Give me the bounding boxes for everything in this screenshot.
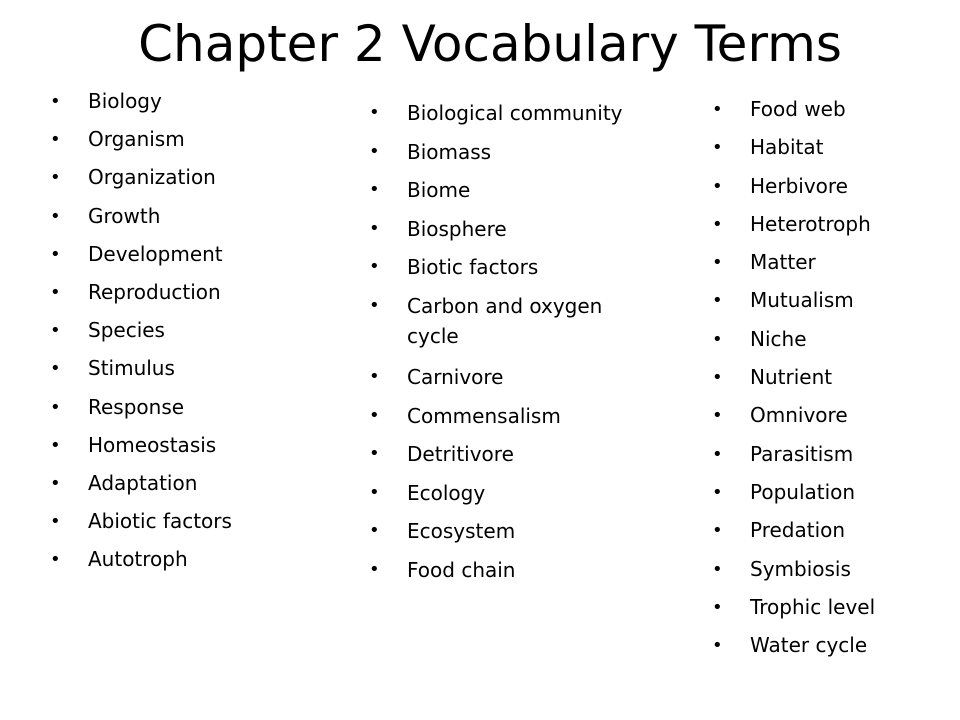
- vocab-term: [712, 250, 952, 288]
- vocab-column-2: [369, 98, 639, 594]
- vocab-term-label: Mutualism: [750, 288, 854, 313]
- vocab-term: [712, 212, 952, 250]
- vocab-term-label: Carnivore: [407, 364, 504, 389]
- bullet-icon: •: [369, 481, 380, 503]
- vocab-term: [50, 242, 350, 280]
- bullet-icon: •: [50, 167, 61, 189]
- vocab-term: [369, 362, 639, 401]
- vocab-term: [50, 204, 350, 242]
- vocab-term: [50, 509, 350, 547]
- vocab-term: [712, 518, 952, 556]
- bullet-icon: •: [369, 404, 380, 426]
- vocab-term-label: Herbivore: [750, 173, 848, 198]
- bullet-icon: •: [50, 129, 61, 151]
- vocab-term: [369, 516, 639, 555]
- vocab-term: [712, 365, 952, 403]
- vocab-term: [369, 555, 639, 594]
- bullet-icon: •: [50, 396, 61, 418]
- bullet-icon: •: [369, 558, 380, 580]
- vocab-term-label: Biomass: [407, 139, 492, 164]
- bullet-icon: •: [50, 549, 61, 571]
- vocab-term: [50, 89, 350, 127]
- bullet-icon: •: [712, 252, 723, 274]
- bullet-icon: •: [369, 179, 380, 201]
- bullet-icon: •: [50, 91, 61, 112]
- vocab-term-label: Water cycle: [750, 633, 868, 658]
- vocab-term-label: Homeostasis: [88, 432, 217, 457]
- vocab-term: [712, 633, 952, 671]
- vocab-term: [712, 480, 952, 518]
- vocab-term: [50, 547, 350, 585]
- vocab-term: [712, 595, 952, 633]
- vocab-term-label: Omnivore: [750, 403, 848, 428]
- vocab-term-label: Carbon and oxygen cycle: [407, 293, 603, 348]
- vocab-column-1: [50, 89, 350, 585]
- vocab-term-label: Organization: [88, 165, 216, 190]
- vocab-term-label: Symbiosis: [750, 556, 851, 581]
- bullet-icon: •: [369, 102, 380, 123]
- vocab-term: [50, 433, 350, 471]
- bullet-icon: •: [712, 520, 723, 542]
- vocab-term: [50, 471, 350, 509]
- vocab-term-label: Population: [750, 479, 856, 504]
- vocab-column-3: [712, 97, 952, 671]
- bullet-icon: •: [712, 137, 723, 159]
- vocab-term-label: Detritivore: [407, 442, 514, 467]
- bullet-icon: •: [712, 367, 723, 389]
- vocab-term-label: Response: [88, 394, 185, 419]
- vocab-term: [712, 288, 952, 326]
- vocab-term-label: Matter: [750, 250, 816, 275]
- vocab-term-label: Growth: [88, 203, 161, 228]
- bullet-icon: •: [369, 520, 380, 542]
- vocab-term-label: Commensalism: [407, 403, 561, 428]
- bullet-icon: •: [50, 472, 61, 494]
- bullet-icon: •: [369, 217, 380, 239]
- vocab-term: [50, 318, 350, 356]
- vocab-term-label: Parasitism: [750, 441, 854, 466]
- vocab-term-label: Food web: [750, 97, 846, 121]
- vocab-term: [712, 442, 952, 480]
- bullet-icon: •: [369, 365, 380, 387]
- bullet-icon: •: [50, 358, 61, 380]
- bullet-icon: •: [50, 434, 61, 456]
- bullet-icon: •: [50, 281, 61, 303]
- vocab-term: [369, 175, 639, 214]
- vocab-term: [50, 165, 350, 203]
- vocab-term-label: Ecology: [407, 480, 486, 505]
- vocab-term-label: Biosphere: [407, 216, 507, 241]
- vocab-term-label: Stimulus: [88, 356, 175, 381]
- vocab-term-label: Biology: [88, 89, 162, 113]
- vocab-term: [712, 557, 952, 595]
- bullet-icon: •: [712, 213, 723, 235]
- vocab-term-label: Development: [88, 241, 223, 266]
- bullet-icon: •: [712, 290, 723, 312]
- vocab-term-label: Organism: [88, 127, 185, 152]
- vocab-term-label: Nutrient: [750, 365, 833, 390]
- bullet-icon: •: [712, 175, 723, 197]
- vocab-term: [50, 280, 350, 318]
- vocab-term: [369, 252, 639, 291]
- bullet-icon: •: [712, 443, 723, 465]
- vocab-term-label: Niche: [750, 326, 807, 351]
- vocab-term-label: Trophic level: [750, 594, 876, 619]
- vocab-term: [712, 174, 952, 212]
- vocab-term: [712, 327, 952, 365]
- bullet-icon: •: [50, 243, 61, 265]
- vocab-term: [369, 137, 639, 176]
- bullet-icon: •: [369, 443, 380, 465]
- bullet-icon: •: [712, 596, 723, 618]
- vocab-term-label: Biome: [407, 178, 471, 203]
- vocab-term-label: Species: [88, 318, 165, 343]
- vocab-term-label: Predation: [750, 518, 846, 543]
- bullet-icon: •: [712, 558, 723, 580]
- bullet-icon: •: [712, 328, 723, 350]
- vocab-term-label: Heterotroph: [750, 211, 871, 236]
- vocab-term-label: Abiotic factors: [88, 509, 232, 534]
- vocab-term-label: Biological community: [407, 101, 623, 125]
- vocab-term: [369, 291, 647, 362]
- vocab-term-label: Ecosystem: [407, 519, 516, 544]
- vocab-term: [50, 395, 350, 433]
- vocab-term: [369, 478, 639, 517]
- vocab-term: [369, 439, 639, 478]
- bullet-icon: •: [369, 294, 380, 316]
- vocab-term-label: Reproduction: [88, 279, 221, 304]
- vocab-term: [712, 403, 952, 441]
- bullet-icon: •: [712, 99, 723, 120]
- vocab-term-label: Adaptation: [88, 470, 198, 495]
- vocab-term: [712, 135, 952, 173]
- vocab-term-label: Biotic factors: [407, 255, 539, 280]
- vocab-term: [712, 97, 952, 135]
- vocab-term-label: Food chain: [407, 557, 516, 582]
- bullet-icon: •: [50, 205, 61, 227]
- bullet-icon: •: [712, 635, 723, 657]
- slide-title: Chapter 2 Vocabulary Terms: [138, 15, 842, 73]
- bullet-icon: •: [50, 511, 61, 533]
- bullet-icon: •: [369, 140, 380, 162]
- vocab-term: [369, 401, 639, 440]
- vocab-term: [50, 127, 350, 165]
- vocab-term: [369, 98, 639, 137]
- bullet-icon: •: [369, 256, 380, 278]
- vocab-term: [369, 214, 639, 253]
- vocab-term-label: Autotroph: [88, 547, 188, 572]
- bullet-icon: •: [712, 405, 723, 427]
- bullet-icon: •: [712, 481, 723, 503]
- vocab-term: [50, 356, 350, 394]
- vocab-term-label: Habitat: [750, 135, 824, 160]
- bullet-icon: •: [50, 320, 61, 342]
